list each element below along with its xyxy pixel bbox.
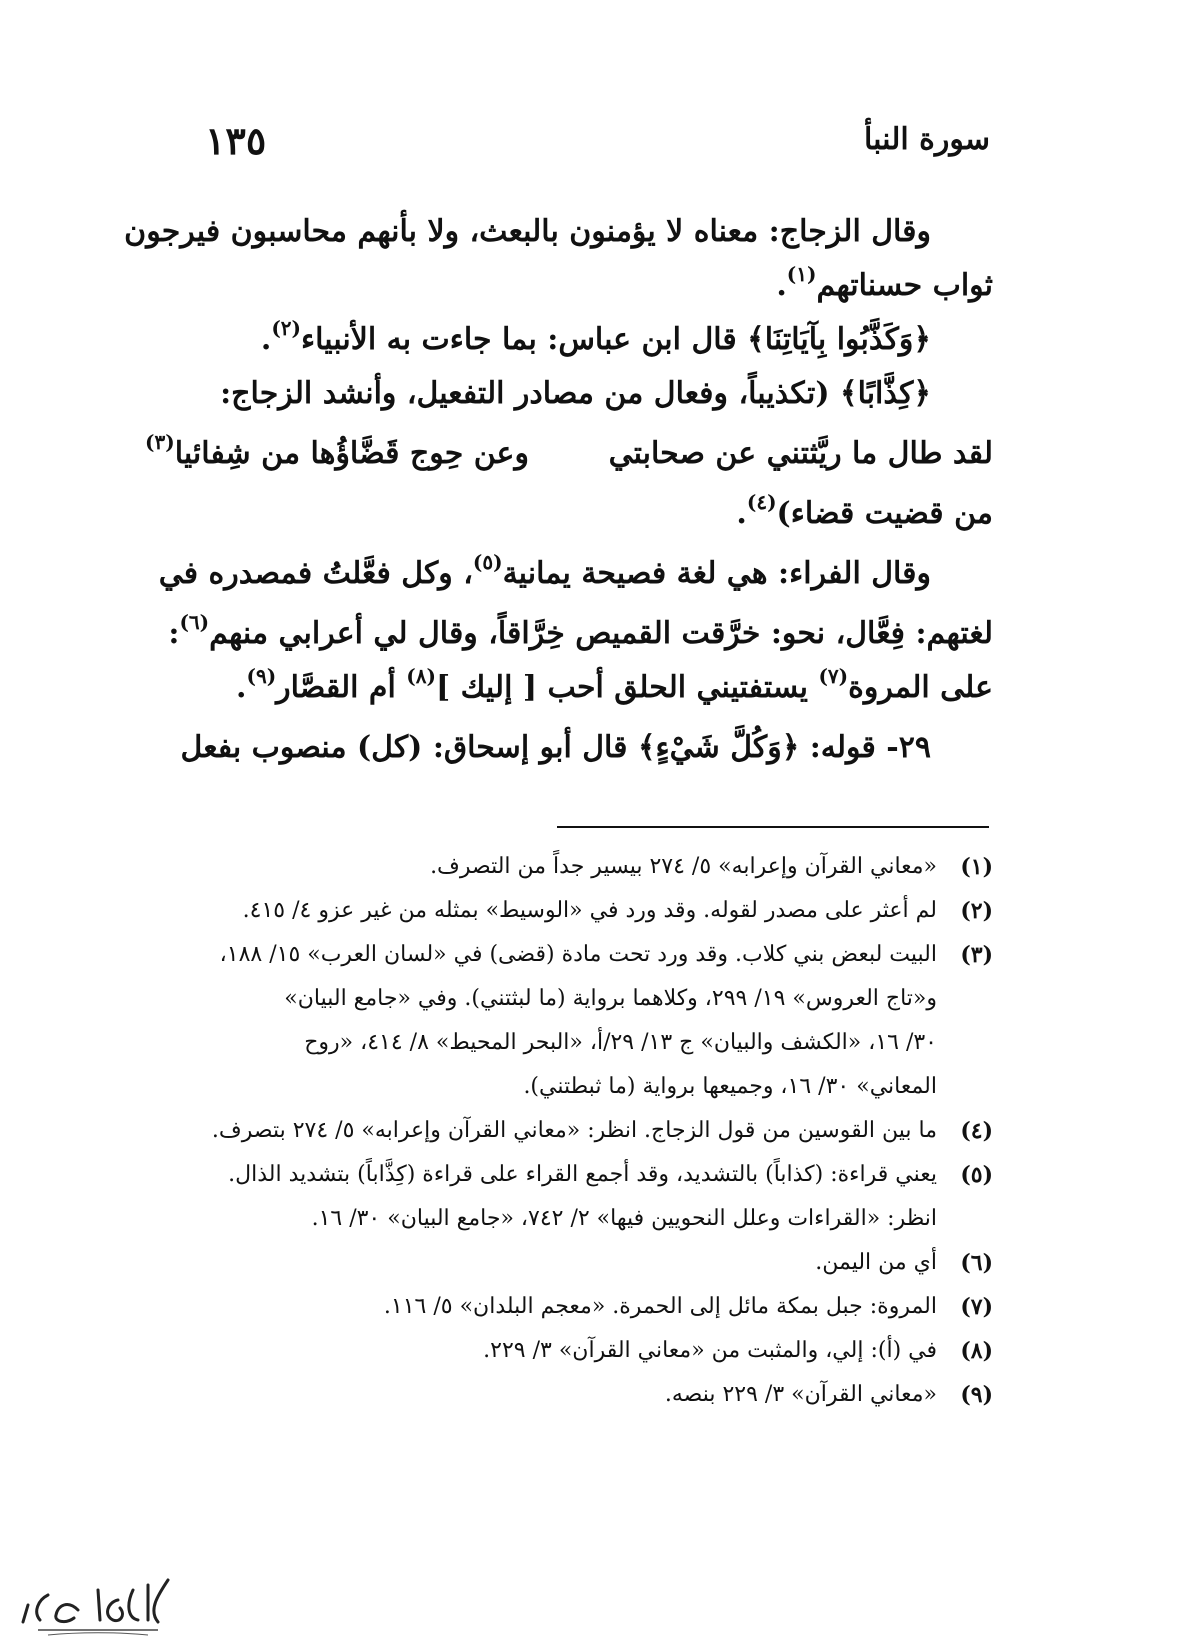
text-line: وقال الفراء: هي لغة فصيحة يمانية$^{(٥)}$، وكل فعَّلتُ فمصدره في (158, 550, 931, 591)
footnote-text: انظر: «القراءات وعلل النحويين فيها» ٢/ ٧٤٢، «جامع البيان» ٣٠/ ١٦. (311, 1206, 937, 1231)
main-text (124, 205, 993, 781)
footnote-number: (٥) (960, 1162, 993, 1188)
footnote (145, 933, 993, 1109)
footnote-ref: (٨) (406, 664, 436, 688)
text-line: ٢٩- قوله: ﴿وَكُلَّ شَيْءٍ﴾ قال أبو إسحاق: (كل) منصوب بفعل (180, 730, 931, 765)
footnote-ref: (٦) (179, 610, 210, 634)
footnote (145, 1153, 993, 1241)
footnote-ref: (٢) (271, 316, 302, 340)
text-line: لغتهم: فِعَّال، نحو: خرَّقت القميص خِرَّاقاً، وقال لي أعرابي منهم$^{(٦)}$: (168, 610, 993, 651)
text-line: وقال الزجاج: معناه لا يؤمنون بالبعث، ولا بأنهم محاسبون فيرجون (124, 214, 931, 249)
footnote-text: يعني قراءة: (كذاباً) بالتشديد، وقد أجمع القراء على قراءة (كِذَّاباً) بتشديد الذال. (228, 1162, 937, 1187)
poem-hemistich: لقد طال ما ريَّثتني عن صحابتي (608, 436, 993, 471)
footnote-number: (٧) (960, 1294, 993, 1320)
footnote-text: ما بين القوسين من قول الزجاج. انظر: «معاني القرآن وإعرابه» ٥/ ٢٧٤ بتصرف. (211, 1118, 937, 1143)
footnote-ref: (٤) (746, 490, 777, 514)
text-line: ﴿كِذَّابًا﴾ (تكذيباً، وفعال من مصادر التفعيل، وأنشد الزجاج: (220, 376, 931, 411)
footnote (145, 1373, 993, 1417)
footnote-ref: (٥) (472, 550, 503, 574)
footnote-number: (٦) (960, 1250, 993, 1276)
footnote (145, 1241, 993, 1285)
footnote-number: (٢) (960, 898, 993, 924)
footnote-ref: (٩) (246, 664, 277, 688)
footnote-text: لم أعثر على مصدر لقوله. وقد ورد في «الوسيط» بمثله من غير عزو ٤/ ٤١٥. (242, 898, 937, 923)
footnote (145, 889, 993, 933)
footnote-text: المعاني» ٣٠/ ١٦، وجميعها برواية (ما ثبطتني). (523, 1074, 937, 1099)
footnote-text: «معاني القرآن» ٣/ ٢٢٩ بنصه. (664, 1382, 937, 1407)
text-line: ﴿وَكَذَّبُوا بِآيَاتِنَا﴾ قال ابن عباس: بما جاءت به الأنبياء$^{(٢)}$. (260, 316, 931, 357)
footnote-number: (٣) (960, 942, 993, 968)
poem-verse (145, 421, 993, 487)
footnote-text: ٣٠/ ١٦، «الكشف والبيان» ج ١٣/ ٢٩/أ، «البحر المحيط» ٨/ ٤١٤، «روح (304, 1030, 937, 1055)
footnote (145, 1109, 993, 1153)
footnotes (145, 845, 993, 1417)
footnote-ref: (٧) (818, 664, 849, 688)
footnote-number: (١) (960, 854, 993, 880)
text-line: ثواب حسناتهم$^{(١)}$. (776, 262, 993, 303)
footnote-number: (٤) (960, 1118, 993, 1144)
footnote-number: (٩) (960, 1382, 993, 1408)
running-title: سورة النبأ (863, 122, 990, 157)
footnote-text: أي من اليمن. (815, 1250, 937, 1275)
footnote-text: المروة: جبل بمكة مائل إلى الحمرة. «معجم البلدان» ٥/ ١١٦. (383, 1294, 937, 1319)
footnote (145, 1329, 993, 1373)
text-line: من قضيت قضاء)$^{(٤)}$. (736, 490, 993, 531)
footnote-text: و«تاج العروس» ١٩/ ٢٩٩، وكلاهما برواية (ما لبثتني). وفي «جامع البيان» (284, 986, 937, 1011)
footnote-text: البيت لبعض بني كلاب. وقد ورد تحت مادة (قضى) في «لسان العرب» ١٥/ ١٨٨، (219, 942, 937, 967)
footnote (145, 1285, 993, 1329)
footnote-text: في (أ): إلي، والمثبت من «معاني القرآن» ٣/ ٢٢٩. (483, 1338, 937, 1363)
text-line: على المروة$^{(٧)}$ يستفتيني الحلق أحب [ إليك ]$^{(٨)}$ أم القصَّار$^{(٩)}$. (236, 664, 993, 705)
footnote-text: «معاني القرآن وإعرابه» ٥/ ٢٧٤ بيسير جداً من التصرف. (430, 854, 937, 879)
footnote-separator (557, 826, 989, 828)
publisher-logo (8, 1560, 183, 1640)
footnote-number: (٨) (960, 1338, 993, 1364)
page-header (195, 118, 990, 168)
footnote-ref: (٣) (145, 430, 175, 454)
footnote (145, 845, 993, 889)
poem-hemistich: وعن حِوج قَضَّاؤُها من شِفائيا$^{(٣)}$ (145, 430, 529, 471)
page-number: ١٣٥ (205, 118, 267, 163)
footnote-ref: (١) (786, 262, 817, 286)
